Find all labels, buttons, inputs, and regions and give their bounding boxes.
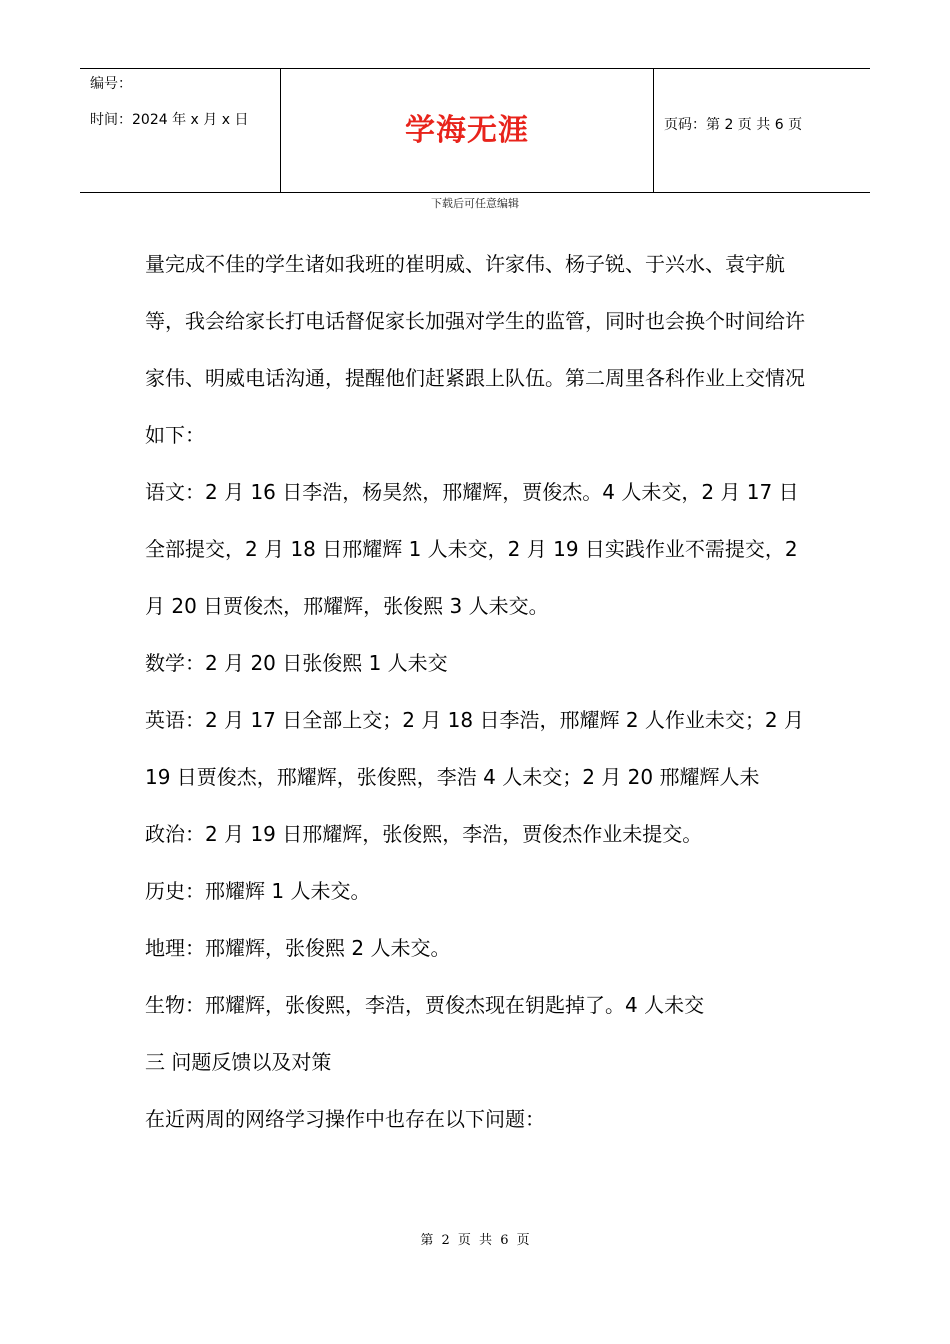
download-note: 下载后可任意编辑 — [431, 197, 519, 210]
body-paragraph: 政治：2 月 19 日邢耀辉，张俊熙，李浩，贾俊杰作业未提交。 — [145, 822, 703, 846]
body-paragraph: 历史：邢耀辉 1 人未交。 — [145, 879, 371, 903]
body-paragraph: 数学：2 月 20 日张俊熙 1 人未交 — [145, 651, 448, 675]
document-header — [80, 68, 870, 193]
document-body — [145, 236, 810, 1148]
body-paragraph: 生物：邢耀辉，张俊熙，李浩，贾俊杰现在钥匙掉了。4 人未交 — [145, 993, 705, 1017]
document-date: 时间：2024 年 x 月 x 日 — [90, 112, 249, 128]
body-paragraph: 量完成不佳的学生诸如我班的崔明威、许家伟、杨子锐、于兴水、袁宇航等，我会给家长打电话督促家长加强对学生的监管，同时也会换个时间给许家伟、明威电话沟通，提醒他们赶紧跟上队伍。第二周里各科作业上交情况如下： — [145, 252, 805, 447]
section-heading: 三 问题反馈以及对策 — [145, 1050, 332, 1074]
body-paragraph: 地理：邢耀辉，张俊熙 2 人未交。 — [145, 936, 451, 960]
body-paragraph: 英语：2 月 17 日全部上交；2 月 18 日李浩，邢耀辉 2 人作业未交；2 月 19 日贾俊杰，邢耀辉，张俊熙，李浩 4 人未交；2 月 20 邢耀辉人未 — [145, 708, 805, 789]
body-paragraph: 语文：2 月 16 日李浩，杨昊然，邢耀辉，贾俊杰。4 人未交，2 月 17 日全部提交，2 月 18 日邢耀辉 1 人未交，2 月 19 日实践作业不需提交，2 月 20 日贾俊杰，邢耀辉，张俊熙 3 人未交。 — [145, 480, 799, 618]
header-middle-cell — [280, 69, 654, 192]
serial-number-label: 编号： — [90, 76, 132, 92]
header-right-cell — [654, 69, 870, 192]
page-footer: 第 2 页 共 6 页 — [420, 1233, 530, 1248]
body-paragraph: 在近两周的网络学习操作中也存在以下问题： — [145, 1107, 545, 1131]
header-left-cell — [80, 69, 280, 192]
brand-title: 学海无涯 — [405, 113, 529, 148]
header-page-info: 页码：第 2 页 共 6 页 — [664, 117, 803, 133]
